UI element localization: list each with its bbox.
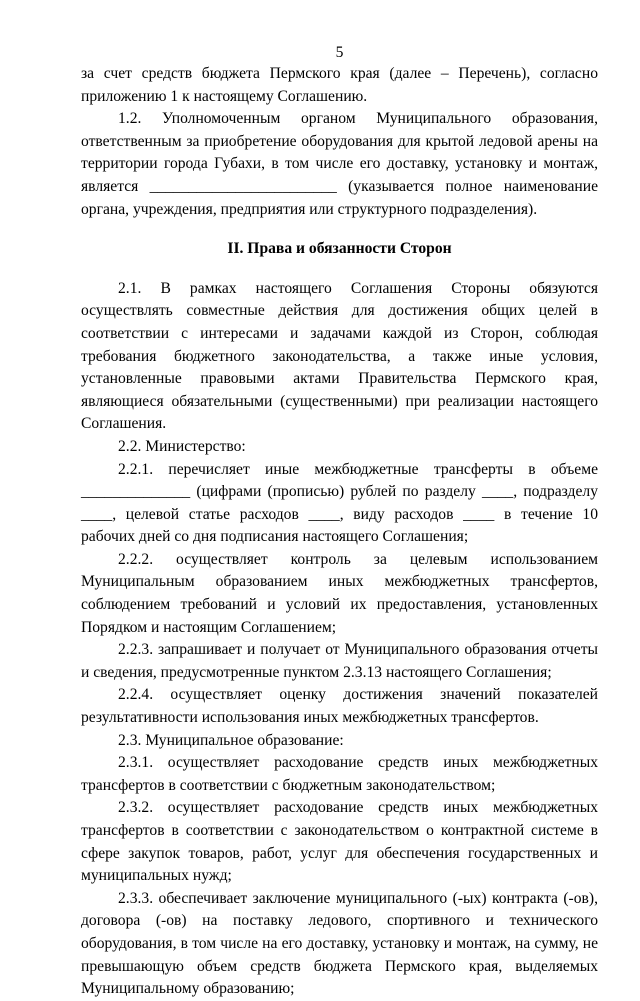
paragraph-2-3-3: 2.3.3. обеспечивает заключение муниципального (-ых) контракта (-ов), договора (-ов) на поставку ледового, спортивного и технического оборудования, в том числе на его доставку, установку и монтаж, на сумму, не превышающую объем средств бюджета Пермского края, выделяемых Муниципальному образованию;: [81, 889, 598, 998]
document-page: [81, 0, 598, 998]
paragraph-2-3-2: 2.3.2. осуществляет расходование средств иных межбюджетных трансфертов в соответствии с законодательством о контрактной системе в сфере закупок товаров, работ, услуг для обеспечения государственных и муниципальных нужд;: [81, 799, 598, 885]
paragraph-2-2-2: 2.2.2. осуществляет контроль за целевым использованием Муниципальным образованием иных межбюджетных трансфертов, соблюдением требований и условий их предоставления, установленных Порядком и настоящим Соглашением;: [81, 550, 598, 636]
paragraph-2-2-1: 2.2.1. перечисляет иные межбюджетные трансферты в объеме ______________ (цифрами (прописью) рублей по разделу ____, подразделу ____, целевой статье расходов ____, виду расходов ____ в течение 10 рабочих дней со дня подписания настоящего Соглашения;: [81, 460, 598, 546]
paragraph-2-1: 2.1. В рамках настоящего Соглашения Стороны обязуются осуществлять совместные действия для достижения общих целей в соответствии с интересами и задачами каждой из Сторон, соблюдая требования бюджетного законодательства, а также иные условия, установленные правовыми актами Правительства Пермского края, являющиеся обязательными (существенными) при реализации настоящего Соглашения.: [81, 279, 598, 433]
paragraph-2-2-4: 2.2.4. осуществляет оценку достижения значений показателей результативности использования иных межбюджетных трансфертов.: [81, 686, 598, 727]
paragraph-1-2: 1.2. Уполномоченным органом Муниципального образования, ответственным за приобретение оборудования для крытой ледовой арены на территории города Губахи, в том числе его доставку, установку и монтаж, является ________________________ (указывается полное наименование органа, учреждения, предприятия или структурного подразделения).: [81, 110, 598, 218]
page-number: 5: [335, 44, 344, 61]
document-body: [81, 63, 598, 1001]
paragraph-2-2-3: 2.2.3. запрашивает и получает от Муниципального образования отчеты и сведения, предусмотренные пунктом 2.3.13 настоящего Соглашения;: [81, 641, 598, 681]
paragraph-2-3: 2.3. Муниципальное образование:: [118, 731, 344, 749]
paragraph-2-2: 2.2. Министерство:: [118, 437, 246, 455]
section-heading: II. Права и обязанности Сторон: [227, 240, 452, 258]
paragraph-continuation: за счет средств бюджета Пермского края (далее – Перечень), согласно приложению 1 к настоящему Соглашению.: [81, 65, 598, 105]
paragraph-2-3-1: 2.3.1. осуществляет расходование средств иных межбюджетных трансфертов в соответствии с бюджетным законодательством;: [81, 754, 598, 794]
